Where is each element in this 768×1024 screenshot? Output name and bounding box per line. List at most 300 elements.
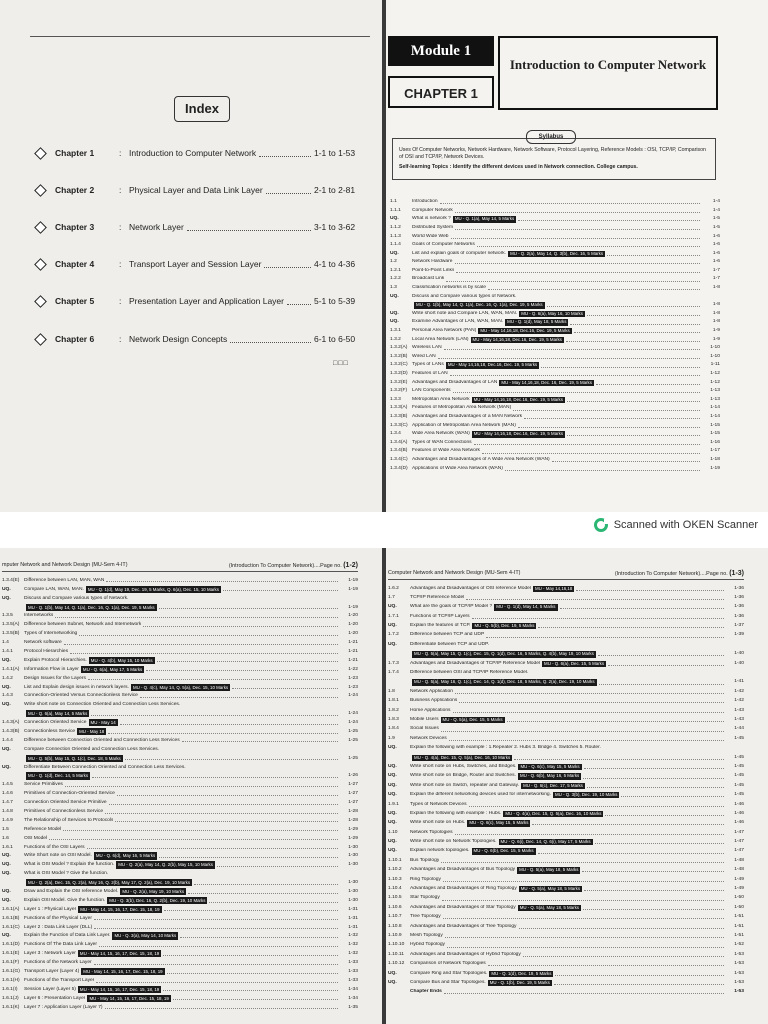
exam-tag: MU - Q. 6(a), May 17, 5 Marks [82, 666, 143, 672]
toc-number: 1.3.3(B) [390, 413, 408, 419]
toc-number: UQ. [2, 853, 11, 859]
index-chapter: Chapter 4 [55, 259, 95, 269]
toc-page: 1-30 [348, 853, 358, 859]
exam-tag: MU - Q. 6(i), Dec. 14, Q. 6(i), May 17, 5 Marks [500, 839, 591, 845]
toc-leader [163, 952, 338, 956]
toc-row [388, 847, 744, 856]
toc-page: 1-47 [734, 839, 744, 845]
toc-title: Advantages and Disadvantages of Bus Topology [410, 867, 516, 873]
toc-page: 1-46 [734, 820, 744, 826]
toc-page: 1-40 [734, 651, 744, 657]
toc-page: 1-5 [712, 224, 720, 230]
index-chapter: Chapter 5 [55, 296, 95, 306]
toc-number: 1.1.3 [390, 233, 401, 239]
toc-leader [49, 836, 338, 840]
toc-page: 1-51 [734, 914, 744, 920]
toc-title: Explain the different networking devices used for internetworking. [410, 792, 552, 798]
toc-row [388, 922, 744, 931]
toc-number: UQ. [2, 586, 11, 592]
index-chapter: Chapter 1 [55, 148, 95, 158]
toc-title: Explain network topologies. [410, 848, 470, 854]
toc-title: Differentiate Between Connection Oriented and Connection Less Services. [24, 764, 186, 770]
toc-page: 1-5 [712, 216, 720, 222]
toc-page: 1-30 [348, 880, 358, 886]
toc-leader [532, 821, 724, 825]
toc-leader [447, 944, 724, 948]
toc-number: 1.8 [388, 688, 395, 694]
toc-title: Differentiate between TCP and UDP. [410, 641, 490, 647]
toc-number: 1.2 [390, 259, 397, 265]
toc-row [390, 456, 720, 465]
toc-page: 1-48 [734, 867, 744, 873]
toc-page: 1-41 [734, 679, 744, 685]
toc-title: Types of LANs [412, 362, 444, 368]
header-book-title: Computer Network and Network Design (MU-Sem 4-IT) [388, 570, 521, 576]
toc-page: 1-19 [348, 577, 358, 583]
toc-row [2, 941, 358, 950]
index-leader [266, 187, 311, 194]
toc-title: Network Hardware [412, 259, 453, 265]
toc-page: 1-45 [734, 782, 744, 788]
toc-row [2, 834, 358, 843]
index-chapter: Chapter 3 [55, 222, 95, 232]
toc-row [2, 612, 358, 621]
toc-leader [443, 878, 724, 882]
toc-title: List and explain goals of computer network. [412, 250, 507, 256]
toc-number: 1.10.6 [388, 904, 402, 910]
toc-title: Primitives of Connectionless Service [24, 809, 104, 814]
toc-page: 1-20 [348, 622, 358, 628]
running-header-left [2, 562, 358, 572]
toc-number: 1.6 [2, 835, 9, 841]
index-page-range: 1-1 to 1-53 [314, 148, 356, 158]
toc-row [2, 683, 358, 692]
toc-number: UQ. [2, 684, 11, 690]
toc-title: Functions of the Transport Layer [24, 977, 95, 983]
exam-tag: MU - May 14,16,18, Dec.16, Dec. 19, 5 Marks [472, 336, 562, 342]
toc-page: 1-24 [348, 711, 358, 717]
toc-row [2, 789, 358, 798]
toc-row [2, 914, 358, 923]
toc-title: Business Applications [410, 698, 458, 704]
exam-tag: MU - May 14, 15, 16, 17, Dec. 15, 18, 19 [79, 951, 160, 957]
toc-page: 1-10 [710, 345, 720, 351]
toc-title: Distributed System [412, 224, 454, 230]
exam-tag: MU - Q. 6(c), May 15, 5 Marks [469, 820, 529, 826]
toc-title: Explain OSI Model. Give the function. [24, 897, 106, 903]
exam-tag: MU - Q. 1(b), May 14, Q. 1(a), Dec. 16, Q. 1(a), Dec. 19, 5 Marks [416, 302, 543, 308]
toc-row [388, 941, 744, 950]
toc-row [2, 772, 358, 781]
toc-page: 1-45 [734, 792, 744, 798]
toc-row [2, 1003, 358, 1012]
toc-page: 1-11 [710, 362, 720, 368]
toc-leader [547, 303, 700, 307]
exam-tag: MU - May 14 [90, 720, 116, 726]
exam-tag: MU - Q. 1(b), May 14, Q. 1(a), Dec. 16, Q. 1(a), Dec. 19, 5 Marks [28, 604, 155, 610]
toc-leader [455, 209, 700, 213]
toc-leader [92, 774, 338, 778]
index-entry [36, 334, 366, 344]
toc-leader [444, 346, 700, 350]
toc-number: 1.10.9 [388, 932, 402, 938]
toc-leader [194, 881, 338, 885]
toc-leader [79, 632, 338, 636]
toc-leader [88, 676, 338, 680]
diamond-bullet-icon [34, 333, 47, 346]
toc-row [390, 207, 720, 216]
toc-page: 1-25 [348, 755, 358, 761]
toc-page: 1-33 [348, 977, 358, 983]
toc-title: Write short note on Hubs, Switches, and Bridges. [410, 763, 517, 769]
toc-title: Difference between Subnet, Network and Internetwork [24, 622, 142, 628]
toc-page: 1-32 [348, 951, 358, 957]
toc-page: 1-43 [734, 716, 744, 722]
toc-page: 1-48 [734, 857, 744, 863]
toc-row [390, 284, 720, 293]
toc-number: 1.8.1 [388, 698, 399, 704]
toc-number: UQ. [2, 702, 11, 708]
exam-tag: MU - May 14,16,18 [534, 585, 573, 591]
syllabus-text: Uses Of Computer Networks, Network Hardware, Network Software, Protocol Layering, Reference Models : OSI, TCP/IP, Comparison of OSI and TCP/IP, Network Devices. [399, 147, 706, 160]
toc-page: 1-49 [734, 886, 744, 892]
toc-number: 1.3.4(B) [390, 448, 408, 454]
toc-number: 1.3.2(A) [390, 345, 408, 351]
toc-leader [161, 748, 338, 751]
contents-page-right [386, 548, 768, 1024]
toc-number: 1.4.4 [2, 737, 13, 743]
toc-row [2, 825, 358, 834]
toc-row [2, 861, 358, 870]
toc-leader [70, 650, 338, 654]
self-learning-text: Self-learning Topics : Identify the different devices used in Network connection. College campus. [399, 164, 638, 170]
toc-row [390, 421, 720, 430]
chapter-page [386, 0, 768, 512]
toc-leader [455, 260, 701, 264]
toc-title: Explain the following with example : 1.Repeater 2. Hubs 3. Bridge 4. Switches 5. Router. [410, 745, 601, 751]
index-colon: : [119, 148, 122, 158]
exam-tag: MU - May 18 [79, 728, 105, 734]
toc-title: Explain the Function of Data Link Layer. [24, 933, 111, 939]
toc-row [388, 640, 744, 649]
toc-title: Introduction [412, 199, 438, 205]
toc-title: The Relationship of Services to Protocols [24, 817, 114, 823]
toc-page: 1-36 [734, 585, 744, 591]
header-section: (Introduction To Computer Network)....Page no. [228, 563, 342, 569]
toc-number: 1.3 [390, 285, 397, 291]
toc-leader [524, 415, 700, 419]
toc-row [388, 791, 744, 800]
toc-title: Examine Advantages of LAN, WAN, MAN. [412, 319, 504, 325]
toc-number: 1.6.1(H) [2, 977, 20, 983]
toc-row [388, 715, 744, 724]
toc-number: 1.3.4 [390, 431, 401, 437]
toc-title: Network Topologies [410, 829, 453, 835]
toc-title: Layer 6 : Presentation Layer [24, 995, 86, 1001]
chapter-toc [390, 198, 720, 473]
chapter-label: CHAPTER 1 [388, 76, 494, 108]
toc-title: What is OSI Model ? Give the function. [24, 871, 109, 877]
toc-leader [99, 943, 338, 947]
toc-row [390, 378, 720, 387]
toc-number: 1.3.3 [390, 396, 401, 402]
toc-page: 1-8 [712, 319, 720, 325]
toc-number: 1.4.1(A) [2, 666, 20, 672]
toc-leader [455, 690, 724, 694]
toc-row [2, 576, 358, 585]
toc-leader [217, 863, 338, 867]
toc-leader [159, 605, 338, 609]
diamond-bullet-icon [34, 295, 47, 308]
toc-row [2, 638, 358, 647]
toc-leader [587, 312, 700, 316]
toc-page: 1-46 [734, 801, 744, 807]
toc-row [2, 976, 358, 985]
toc-number: UQ. [388, 848, 397, 854]
toc-row [2, 665, 358, 674]
exam-tag: MU - Q. 5(a), May 18, 5 Marks [519, 867, 579, 873]
index-page-range: 4-1 to 4-36 [314, 259, 356, 269]
toc-row [2, 967, 358, 976]
toc-row [388, 762, 744, 771]
index-leader [230, 336, 311, 343]
toc-title: Connection Oriented Service [24, 720, 87, 726]
toc-row [2, 843, 358, 852]
toc-page: 1-30 [348, 897, 358, 903]
toc-leader [596, 381, 700, 385]
toc-number: 1.10.12 [388, 961, 405, 967]
toc-row [388, 650, 744, 659]
toc-row [390, 404, 720, 413]
index-colon: : [119, 259, 122, 269]
toc-row [2, 718, 358, 727]
toc-row [388, 838, 744, 847]
toc-leader [477, 243, 700, 247]
toc-number: UQ. [2, 862, 11, 868]
toc-number: UQ. [2, 897, 11, 903]
toc-row [2, 807, 358, 816]
toc-row [2, 985, 358, 994]
toc-row [390, 396, 720, 405]
toc-leader [105, 810, 338, 814]
toc-row [2, 629, 358, 638]
toc-leader [595, 840, 724, 844]
toc-title: Explain the features of TCP. [410, 623, 471, 629]
running-header-right [388, 570, 744, 580]
toc-row [390, 318, 720, 327]
toc-leader [466, 596, 724, 600]
toc-title: What is OSI Model ? Explain the function. [24, 862, 115, 868]
toc-page: 1-42 [734, 688, 744, 694]
toc-number: 1.3.5(A) [2, 622, 20, 628]
toc-number: 1.3.3(C) [390, 422, 408, 428]
toc-leader [514, 756, 724, 760]
toc-leader [109, 801, 338, 805]
toc-row [388, 931, 744, 940]
toc-number: UQ. [388, 604, 397, 610]
toc-title: Write short note on Connection Oriented and Connection Less Services. [24, 702, 181, 708]
toc-title: Difference between TCP and UDP [410, 632, 485, 638]
toc-row [2, 692, 358, 701]
toc-number: 1.4.7 [2, 800, 13, 806]
toc-number: 1.4.5 [2, 782, 13, 788]
toc-page: 1-26 [348, 773, 358, 779]
toc-leader [488, 286, 700, 290]
toc-leader [167, 970, 338, 974]
exam-tag: MU - May 14,16,18, Dec.16, Dec. 19, 5 Marks [480, 328, 570, 334]
toc-leader [91, 712, 338, 716]
toc-row [390, 336, 720, 345]
toc-row [388, 885, 744, 894]
toc-number: UQ. [388, 820, 397, 826]
toc-number: UQ. [390, 310, 399, 316]
toc-page: 1-19 [348, 604, 358, 610]
toc-page: 1-7 [712, 276, 720, 282]
toc-title: Write short note on Network Topologies. [410, 839, 497, 845]
toc-number: UQ. [390, 216, 399, 222]
toc-number: 1.7.1 [388, 613, 399, 619]
toc-number: 1.3.4(E) [2, 577, 20, 583]
toc-page: 1-45 [734, 735, 744, 741]
toc-title: Transport Layer (Layer 4) [24, 969, 80, 975]
toc-row [390, 293, 720, 302]
toc-page: 1-12 [710, 379, 720, 385]
toc-page: 1-21 [348, 640, 358, 646]
toc-leader [441, 728, 724, 732]
toc-row [2, 709, 358, 718]
toc-page: 1-14 [710, 413, 720, 419]
toc-title: Metropolitan Area Network [412, 396, 470, 402]
index-entry [36, 296, 366, 306]
toc-title: Home Applications [410, 707, 451, 713]
exam-tag: MU - Q. 3(b), Dec. 16, Q. 2(b), Dec. 19, 10 Marks [109, 897, 206, 903]
toc-page: 1-34 [348, 995, 358, 1001]
toc-row [390, 430, 720, 439]
toc-title: Connection-Oriented Versus Connectionless Service [24, 693, 138, 699]
toc-number: UQ. [2, 933, 11, 939]
toc-page: 1-15 [710, 422, 720, 428]
exam-tag: MU - May 14, 15, 16, 17, Dec. 15, 18, 19 [89, 995, 169, 1001]
toc-page: 1-36 [734, 613, 744, 619]
toc-title: Advantages and Disadvantages of a MAN Network [412, 413, 523, 419]
toc-row [2, 923, 358, 932]
toc-page: 1-49 [734, 876, 744, 882]
toc-number: UQ. [2, 764, 11, 770]
toc-page: 1-9 [712, 336, 720, 342]
exam-tag: MU - Q. 2(a), Dec. 15, Q. 2(a), May 16, Q. 2(b), May 17, Q. 2(a), Dec. 19, 10 Marks [28, 880, 191, 886]
toc-leader [541, 364, 700, 368]
toc-leader [608, 662, 724, 666]
toc-page: 1-34 [348, 986, 358, 992]
toc-number: 1.6.1(D) [2, 942, 20, 948]
toc-row [388, 960, 744, 969]
toc-row [2, 594, 358, 603]
exam-tag: MU - Q. 1(d), Dec. 14, 5 Marks [28, 773, 89, 779]
toc-title: What are the goals of TCP/IP Model ? [410, 604, 493, 610]
toc-leader [598, 652, 724, 656]
toc-title: Network Application [410, 688, 453, 694]
toc-page: 1-46 [734, 810, 744, 816]
toc-page: 1-25 [348, 737, 358, 743]
toc-page: 1-22 [348, 666, 358, 672]
toc-number: 1.6.1(K) [2, 1004, 20, 1010]
exam-tag: MU - May 14,16,18, Dec. 16, Dec. 19, 5 Marks [501, 379, 592, 385]
toc-leader [538, 850, 724, 854]
toc-row [2, 852, 358, 861]
toc-number: 1.10.1 [388, 857, 402, 863]
index-chapter: Chapter 6 [55, 334, 95, 344]
toc-row [388, 809, 744, 818]
toc-title: Primitives of Connection-Oriented Service [24, 791, 115, 797]
toc-title: Explain Protocol Hierarchies. [24, 657, 87, 663]
toc-page: 1-19 [348, 586, 358, 592]
toc-row [388, 678, 744, 687]
toc-row [388, 903, 744, 912]
index-chapter: Chapter 2 [55, 185, 95, 195]
toc-title: Reference Model [24, 826, 62, 832]
toc-title: Advantages and Disadvantages of Hybrid Topology [410, 951, 521, 957]
toc-number: 1.3.4(D) [390, 465, 408, 471]
toc-row [390, 198, 720, 207]
exam-tag: MU - May 14, 15, 16, 17, Dec. 15, 18, 19 [80, 906, 160, 912]
toc-page: 1-8 [712, 285, 720, 291]
toc-leader [605, 812, 724, 816]
exam-tag: MU - Q. 1(d), May 19, Dec. 19, 5 Marks, Q. 6(a), Dec. 15, 10 Marks [87, 586, 219, 592]
toc-title: Discuss and Compare various types of Network. [24, 595, 129, 601]
toc-number: 1.3.5(B) [2, 631, 20, 637]
toc-row [2, 994, 358, 1003]
toc-row [2, 780, 358, 789]
toc-row [2, 647, 358, 656]
toc-title: Personal Area Network (PAN) [412, 328, 477, 334]
toc-number: 1.4.3(A) [2, 720, 20, 726]
toc-title: Wide Area Network (WAN) [412, 431, 470, 437]
toc-page: 1-7 [712, 267, 720, 273]
toc-page: 1-32 [348, 942, 358, 948]
toc-page: 1-27 [348, 782, 358, 788]
diamond-bullet-icon [34, 147, 47, 160]
exam-tag: MU - Q. 6(a), May 14, 5 Marks [28, 711, 88, 717]
index-chapter-title: Network Layer [129, 222, 184, 232]
toc-title: Information Flow in Layer [24, 666, 79, 672]
exam-tag: MU - Q. 1(d), May 18, 5 Marks [507, 319, 567, 325]
toc-row [2, 896, 358, 905]
toc-leader [555, 972, 724, 976]
toc-number: 1.1.4 [390, 242, 401, 248]
toc-row [388, 687, 744, 696]
toc-row [2, 656, 358, 665]
toc-row [2, 932, 358, 941]
toc-page: 1-53 [734, 961, 744, 967]
toc-leader [140, 694, 338, 698]
toc-page: 1-14 [710, 405, 720, 411]
toc-number: UQ. [2, 871, 11, 877]
toc-leader [584, 765, 724, 769]
toc-page: 1-30 [348, 889, 358, 895]
toc-number: UQ. [388, 745, 397, 751]
toc-row [390, 439, 720, 448]
toc-row [390, 447, 720, 456]
toc-number: 1.8.2 [388, 707, 399, 713]
toc-title: Advantages and Disadvantages of Ring Topology [410, 886, 517, 892]
exam-tag: MU - Q. 6(c), May 15, 5 Marks [520, 763, 580, 769]
toc-title: World Wide Web [412, 233, 449, 239]
toc-title: Layer 1 : Physical Layer [24, 906, 77, 912]
toc-number: 1.3.2(D) [390, 371, 408, 376]
toc-number: UQ. [2, 657, 11, 663]
toc-page: 1-27 [348, 800, 358, 806]
toc-title: Comparison of Network Topologies [410, 961, 486, 967]
